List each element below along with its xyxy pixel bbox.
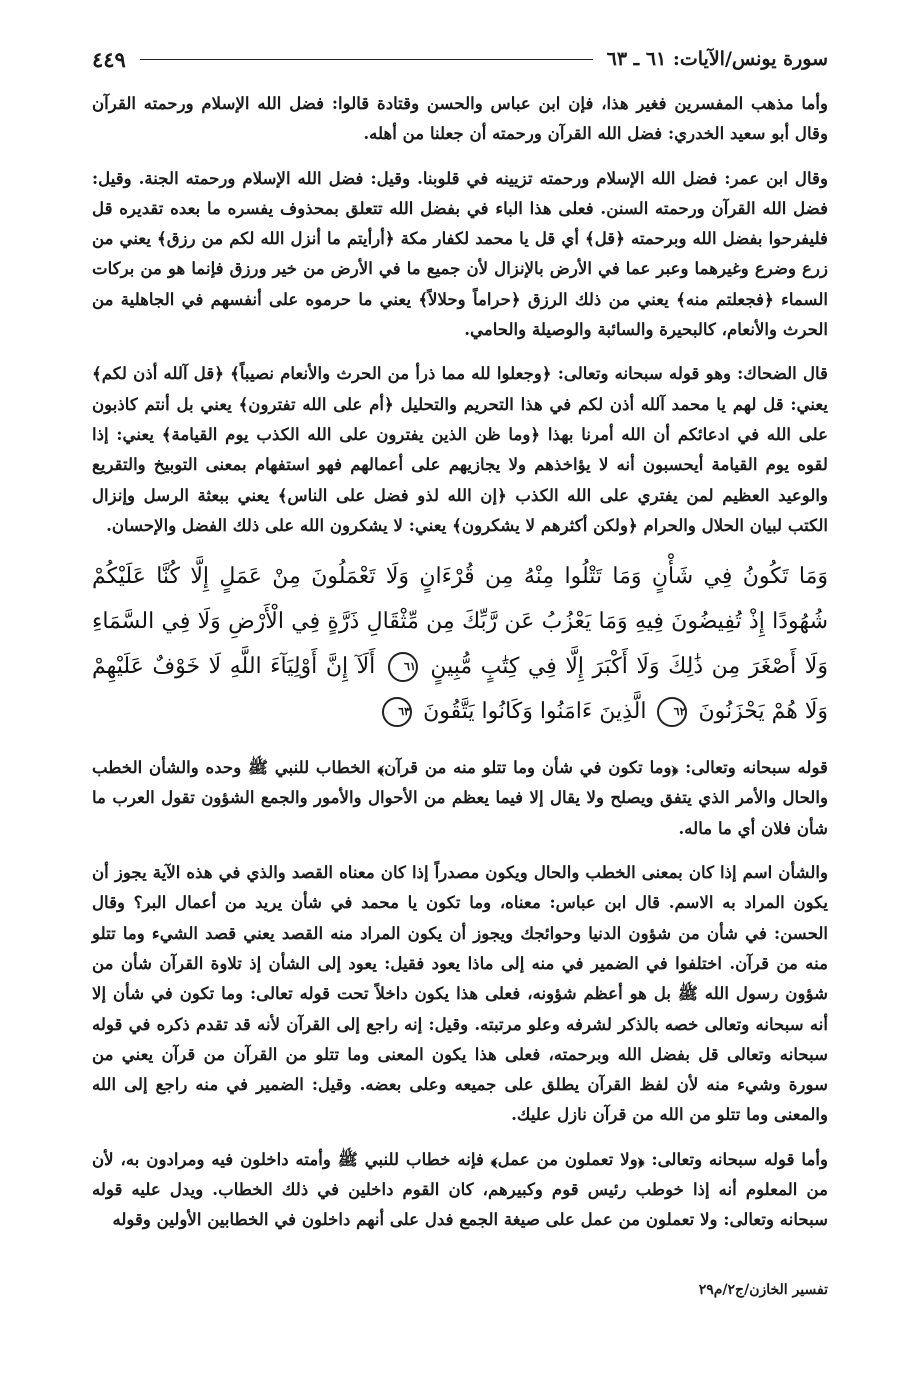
ayah-number-62: ٦٢ [657, 697, 687, 727]
ayah-number-63: ٦٣ [382, 697, 412, 727]
quran-verses [92, 554, 828, 734]
paragraph: قوله سبحانه وتعالى: ﴿وما تكون في شأن وما تتلو منه من قرآن﴾ الخطاب للنبي ﷺ وحده والشأن الخطب والحال والأمر الذي يتفق ويصلح ولا يقال إلا فيما يعظم من الأحوال والأمور والجمع الشؤون تقول العرب ما شأن فلان أي ما ماله. [92, 757, 828, 838]
ayah-number-61: ٦١ [388, 652, 418, 682]
verse-62: أَلَآ إِنَّ أَوْلِيَآءَ اللَّهِ لَا خَوْفٌ عَلَيْهِمْ وَلَا هُمْ يَحْزَنُونَ [92, 654, 828, 725]
paragraph: والشأن اسم إذا كان بمعنى الخطب والحال ويكون مصدراً إذا كان معناه القصد والذي في هذه الآية يجوز أن يكون المراد به الاسم. قال ابن عباس: معناه، وما تكون يا محمد في شأن يريد من أعمال البر؟ وقال الحسن: في شأن من شؤون الدنيا وحوائجك ويجوز أن يكون المراد منه القصد يعني قصد الشيء وما تتلو منه من قرآن. اختلفوا في الضمير في منه إلى ماذا يعود فقيل: يعود إلى الشأن إذ تلاوة القرآن شأن من شؤون رسول الله ﷺ بل هو أعظم شؤونه، فعلى هذا يكون داخلاً تحت قوله تعالى: وما تكون في شأن إلا أنه سبحانه وتعالى خصه بالذكر لشرفه وعلو مرتبته. وقيل: إنه راجع إلى القرآن لأنه قد تقدم ذكره في قوله سبحانه وتعالى قل بفضل الله وبرحمته، فعلى هذا يكون المعنى وما تتلو من القرآن من قرآن يعني من سورة وشيء منه لأن لفظ القرآن يطلق على جميعه وعلى بعضه. وقيل: الضمير في منه راجع إلى الله والمعنى وما تتلو من الله من قرآن نازل عليك. [92, 862, 828, 1125]
paragraph: وقال ابن عمر: فضل الله الإسلام ورحمته تزيينه في قلوبنا. وقيل: فضل الله الإسلام ورحمته الجنة. وقيل: فضل الله القرآن ورحمته السنن. فعلى هذا الباء في بفضل الله تتعلق بمحذوف يفسره ما بعده تقديره قل فليفرحوا بفضل الله وبرحمته ﴿قل﴾ أي قل يا محمد لكفار مكة ﴿أرأيتم ما أنزل الله لكم من رزق﴾ يعني من زرع وضرع وغيرهما وعبر عما في الأرض بالإنزال لأن جميع ما في الأرض من خير ورزق فإنما هو من بركات السماء ﴿فجعلتم منه﴾ يعني من ذلك الرزق ﴿حراماً وحلالاً﴾ يعني ما حرموه على أنفسهم في الجاهلية من الحرث والأنعام، كالبحيرة والسائبة والوصيلة والحامي. [92, 167, 828, 340]
verse-63: الَّذِينَ ءَامَنُوا وَكَانُوا يَتَّقُونَ [423, 699, 647, 725]
surah-heading: سورة يونس/الآيات: ٦١ ـ ٦٣ [606, 48, 828, 70]
page-header [92, 44, 828, 74]
paragraph: وأما قوله سبحانه وتعالى: ﴿ولا تعملون من عمل﴾ فإنه خطاب للنبي ﷺ وأمته داخلون فيه ومرادون به، لأن من المعلوم أنه إذا خوطب رئيس قوم وكبيرهم، كان القوم داخلين في ذلك الخطاب. ويدل عليه قوله سبحانه وتعالى: ولا تعملون من عمل على صيغة الجمع فدل على أنهم داخلون في الخطابين الأولين وقوله [92, 1148, 828, 1230]
header-rule [140, 59, 593, 60]
page-body [92, 88, 828, 1235]
verse-61: وَمَا تَكُونُ فِي شَأْنٍ وَمَا تَتْلُوا مِنْهُ مِن قُرْءَانٍ وَلَا تَعْمَلُونَ مِنْ عَمَلٍ إِلَّا كُنَّا عَلَيْكُمْ شُهُودًا إِذْ تُفِيضُونَ فِيهِ وَمَا يَعْزُبُ عَن رَّبِّكَ مِن مِّثْقَالِ ذَرَّةٍ فِي الْأَرْضِ وَلَا فِي السَّمَاءِ وَلَا أَصْغَرَ مِن ذَٰلِكَ وَلَا أَكْبَرَ إِلَّا فِي كِتَٰبٍ مُّبِينٍ [92, 564, 828, 680]
paragraph: وأما مذهب المفسرين فغير هذا، فإن ابن عباس والحسن وقتادة قالوا: فضل الله الإسلام ورحمته القرآن وقال أبو سعيد الخدري: فضل الله القرآن ورحمته أن جعلنا من أهله. [92, 93, 828, 144]
footer-signature: تفسير الخازن/ج٢/م٢٩ [698, 1282, 828, 1298]
paragraph: قال الضحاك: وهو قوله سبحانه وتعالى: ﴿وجعلوا لله مما ذرأ من الحرث والأنعام نصيباً﴾ ﴿قل آلله أذن لكم﴾ يعني: قل لهم يا محمد آلله أذن لكم في هذا التحريم والتحليل ﴿أم على الله تفترون﴾ يعني بل أنتم كاذبون على الله في ادعائكم أن الله أمرنا بهذا ﴿وما ظن الذين يفترون على الله الكذب يوم القيامة﴾ يعني: إذا لقوه يوم القيامة أيحسبون أنه لا يؤاخذهم ولا يجازيهم على أعمالهم فهو استفهام بمعنى التوبيخ والتقريع والوعيد العظيم لمن يفتري على الله الكذب ﴿إن الله لذو فضل على الناس﴾ يعني ببعثة الرسل وإنزال الكتب لبيان الحلال والحرام ﴿ولكن أكثرهم لا يشكرون﴾ يعني: لا يشكرون الله على ذلك الفضل والإحسان. [92, 363, 828, 535]
page-number: ٤٤٩ [92, 46, 126, 72]
